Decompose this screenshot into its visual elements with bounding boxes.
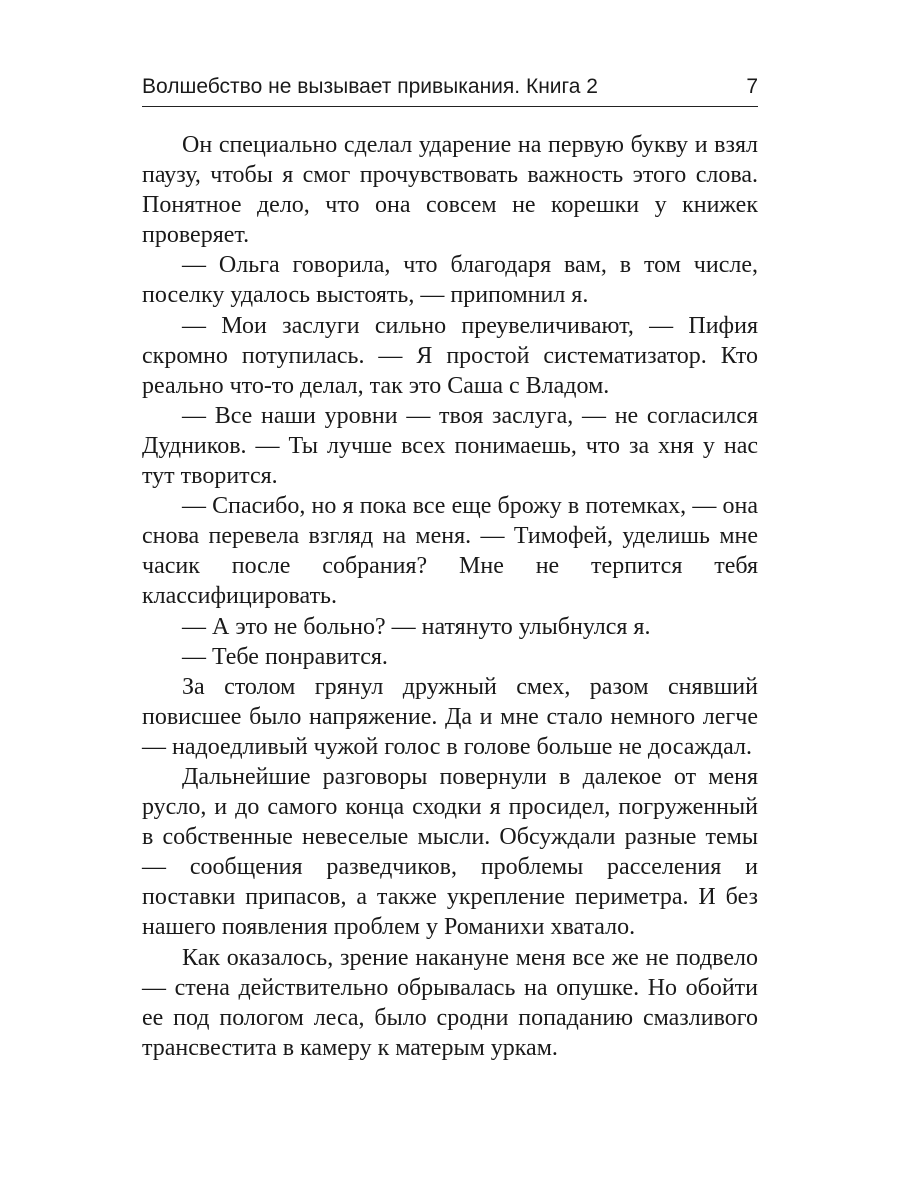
paragraph: За столом грянул дружный смех, разом снявший повисшее было напряжение. Да и мне стало немного легче — надоедливый чужой голос в голове больше не досаждал. [142, 673, 758, 760]
paragraph: — Тебе понравится. [182, 643, 388, 670]
page-number: 7 [746, 75, 758, 98]
paragraph: — Спасибо, но я пока все еще брожу в потемках, — она снова перевела взгляд на меня. — Тимофей, уделишь мне часик после собрания? Мне не терпится тебя классифицировать. [142, 493, 758, 610]
paragraph: Дальнейшие разговоры повернули в далекое от меня русло, и до самого конца сходки я просидел, погруженный в собственные невеселые мысли. Обсуждали разные темы — сообщения разведчиков, проблемы расселения и поставки припасов, а также укрепление периметра. И без нашего появления проблем у Романихи хватало. [142, 763, 758, 941]
paragraph: — Все наши уровни — твоя заслуга, — не согласился Дудников. — Ты лучше всех понимаешь, что за хня у нас тут творится. [142, 402, 758, 490]
paragraph: — Мои заслуги сильно преувеличивают, — Пифия скромно потупилась. — Я простой систематизатор. Кто реально что-то делал, так это Саша с Владом. [142, 312, 758, 399]
page-body [142, 130, 758, 1063]
paragraph: Он специально сделал ударение на первую букву и взял паузу, чтобы я смог прочувствовать важность этого слова. Понятное дело, что она совсем не корешки у книжек проверяет. [142, 132, 758, 249]
running-header [142, 72, 758, 102]
book-title: Волшебство не вызывает привыкания. Книга 2 [142, 75, 598, 98]
header-divider [142, 106, 758, 107]
paragraph: — Ольга говорила, что благодаря вам, в том числе, поселку удалось выстоять, — припомнил я. [142, 252, 758, 309]
paragraph: Как оказалось, зрение накануне меня все же не подвело — стена действительно обрывалась на опушке. Но обойти ее под пологом леса, было сродни попаданию смазливого трансвестита в камеру к матерым уркам. [142, 944, 758, 1061]
paragraph: — А это не больно? — натянуто улыбнулся я. [182, 613, 651, 640]
